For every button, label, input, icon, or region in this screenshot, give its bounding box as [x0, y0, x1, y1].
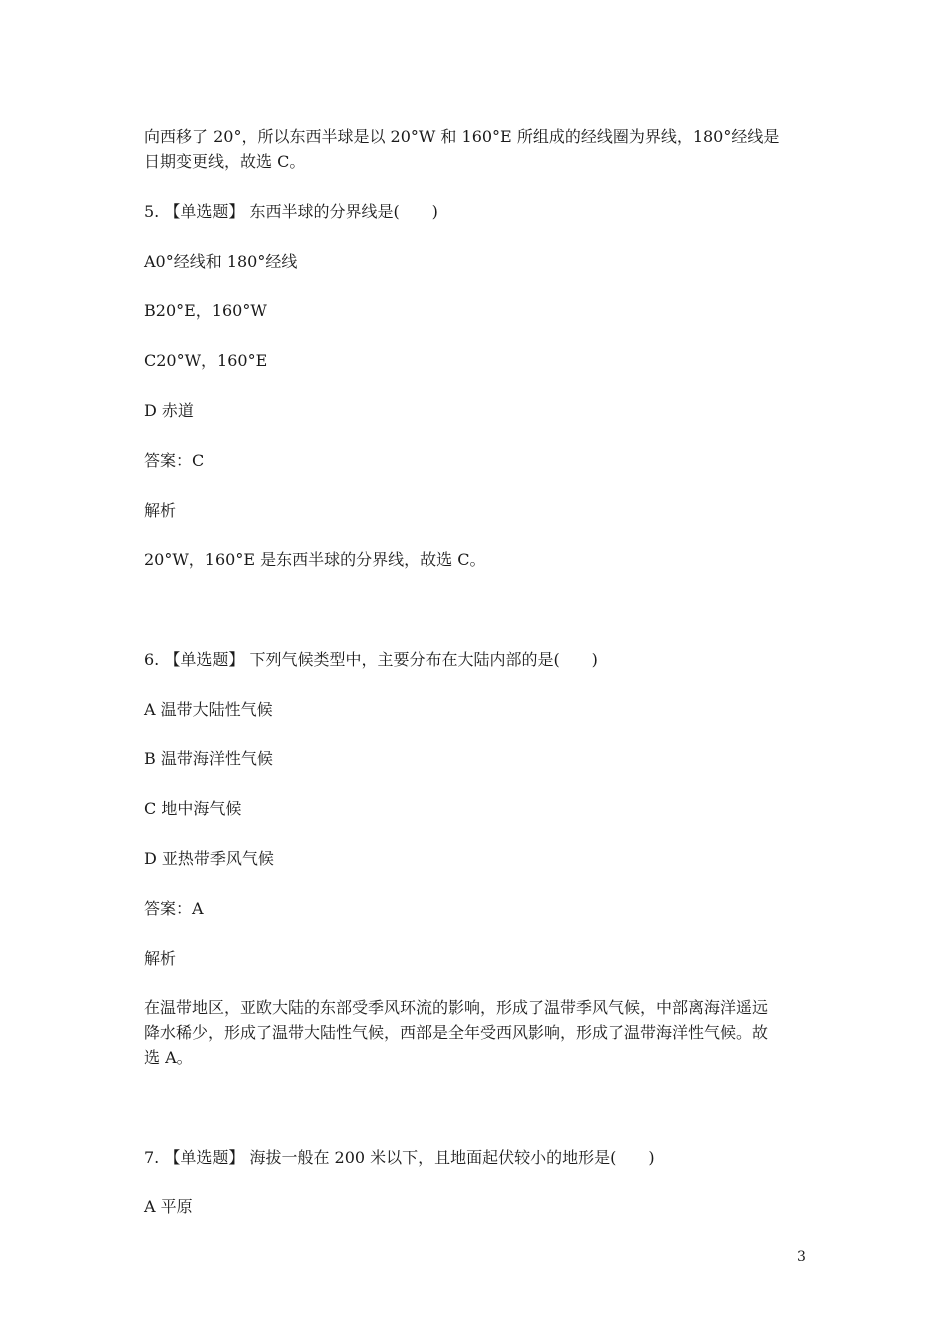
- q6-answer: 答案：A: [144, 899, 204, 918]
- q6-stem: 6. 【单选题】 下列气候类型中，主要分布在大陆内部的是( ): [144, 650, 598, 669]
- q6-analysis-line-3: 选 A。: [144, 1048, 193, 1067]
- q5-analysis-text: 20°W，160°E 是东西半球的分界线，故选 C。: [144, 550, 486, 569]
- q6-analysis-line-2: 降水稀少，形成了温带大陆性气候，西部是全年受西风影响，形成了温带海洋性气候。故: [144, 1023, 769, 1042]
- q5-option-d: D 赤道: [144, 401, 194, 420]
- q5-answer: 答案：C: [144, 451, 205, 470]
- q6-option-b: B 温带海洋性气候: [144, 749, 273, 768]
- q7-option-a: A 平原: [144, 1197, 193, 1216]
- q7-stem: 7. 【单选题】 海拔一般在 200 米以下，且地面起伏较小的地形是( ): [144, 1148, 655, 1167]
- q5-option-a: A0°经线和 180°经线: [144, 252, 298, 271]
- page-number: 3: [797, 1249, 806, 1265]
- q5-option-b: B20°E，160°W: [144, 301, 267, 320]
- q6-analysis-line-1: 在温带地区，亚欧大陆的东部受季风环流的影响，形成了温带季风气候，中部离海洋遥远: [144, 998, 769, 1017]
- q6-option-d: D 亚热带季风气候: [144, 849, 274, 868]
- q5-analysis-label: 解析: [144, 501, 177, 520]
- continuation-line-1: 向西移了 20°，所以东西半球是以 20°W 和 160°E 所组成的经线圈为界线，180°经线是: [144, 127, 780, 146]
- q6-option-a: A 温带大陆性气候: [144, 700, 273, 719]
- q5-stem: 5. 【单选题】 东西半球的分界线是( ): [144, 202, 438, 221]
- continuation-line-2: 日期变更线，故选 C。: [144, 152, 306, 171]
- q6-analysis-label: 解析: [144, 949, 177, 968]
- q6-option-c: C 地中海气候: [144, 799, 242, 818]
- q5-option-c: C20°W，160°E: [144, 351, 268, 370]
